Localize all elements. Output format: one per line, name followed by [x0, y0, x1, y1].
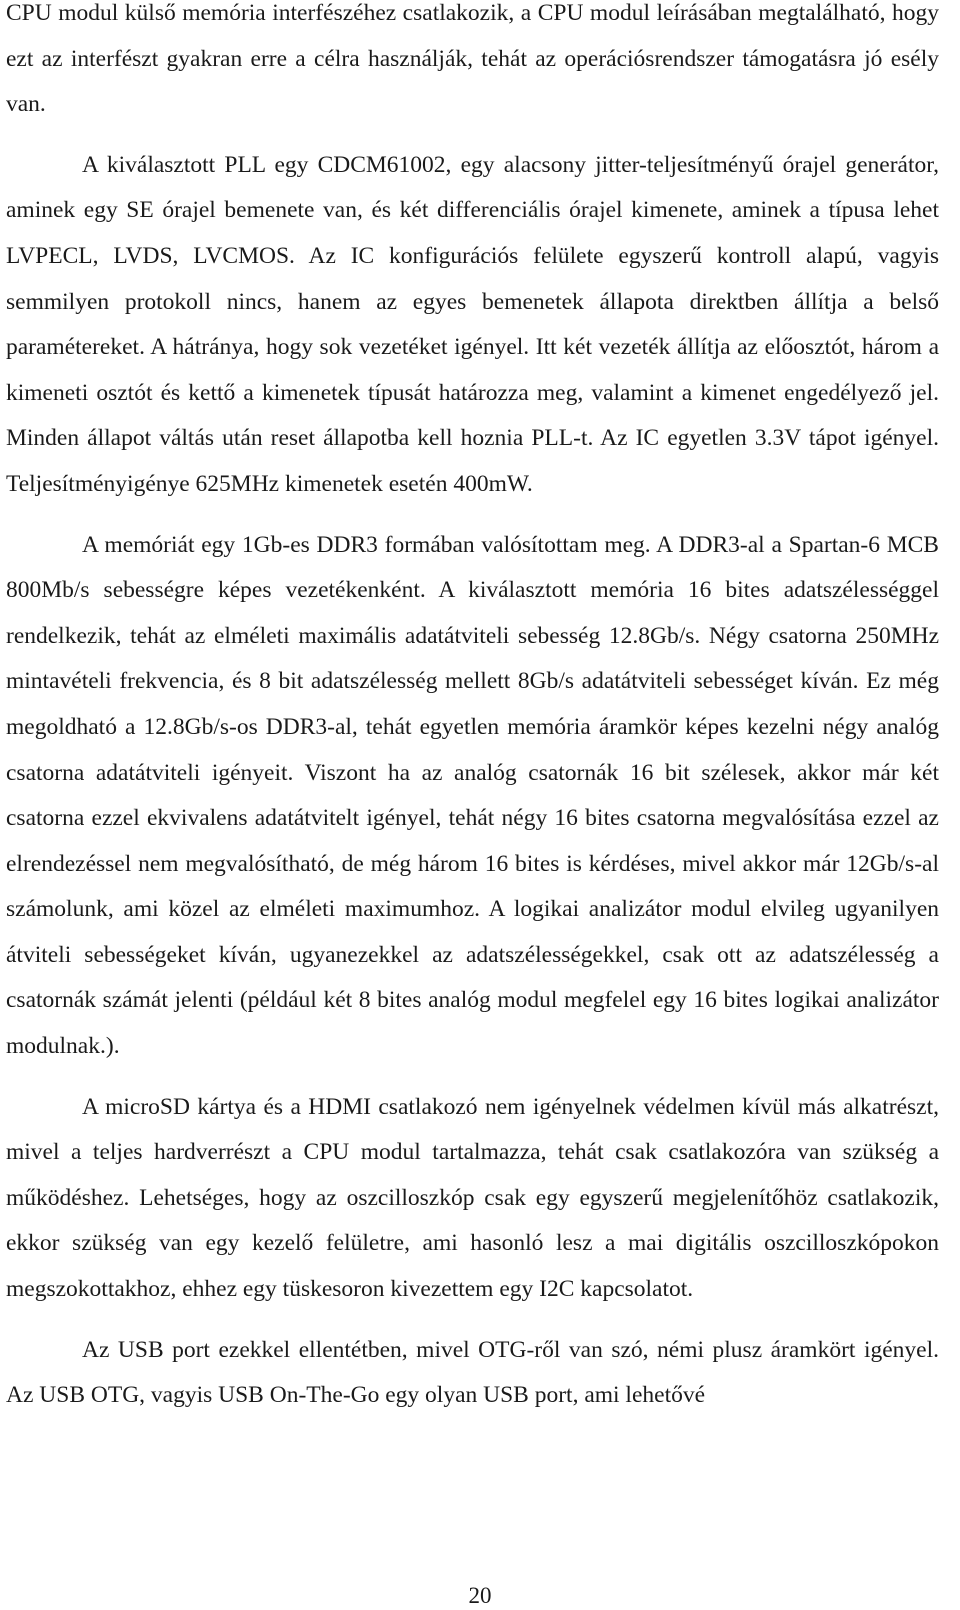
paragraph-pll: A kiválasztott PLL egy CDCM61002, egy alacsony jitter-teljesítményű órajel generátor, aminek egy SE órajel bemenete van, és két differenciális órajel kimenete, aminek a típusa lehet LVPECL, LVDS, LVCMOS. Az IC konfigurációs felülete egyszerű kontroll alapú, vagyis semmilyen protokoll nincs, hanem az egyes bemenetek állapota direktben állítja a belső paramétereket. A hátránya, hogy sok vezetéket igényel. Itt két vezeték állítja az előosztót, három a kimeneti osztót és kettő a kimenetek típusát határozza meg, valamint a kimenet engedélyező jel. Minden állapot váltás után reset állapotba kell hoznia PLL-t. Az IC egyetlen 3.3V tápot igényel. Teljesítményigénye 625MHz kimenetek esetén 400mW. — [6, 151, 939, 497]
paragraph-ddr3-memory: A memóriát egy 1Gb-es DDR3 formában valósítottam meg. A DDR3-al a Spartan-6 MCB 800Mb/s sebességre képes vezetékenként. A kiválasztott memória 16 bites adatszélességgel rendelkezik, tehát az elméleti maximális adatátviteli sebesség 12.8Gb/s. Négy csatorna 250MHz mintavételi frekvencia, és 8 bit adatszélesség mellett 8Gb/s adatátviteli sebességet kíván. Ez még megoldható a 12.8Gb/s-os DDR3-al, tehát egyetlen memória áramkör képes kezelni négy analóg csatorna adatátviteli igényeit. Viszont ha az analóg csatornák 16 bit szélesek, akkor már két csatorna ezzel ekvivalens adatátvitelt igényel, tehát négy 16 bites csatorna megvalósítása ezzel az elrendezéssel nem megvalósítható, de még három 16 bites is kérdéses, mivel akkor már 12Gb/s-al számolunk, ami közel az elméleti maximumhoz. A logikai analizátor modul elvileg ugyanilyen átviteli sebességeket kíván, ugyanezekkel az adatszélességekkel, csak ott az adatszélesség a csatornák számát jelenti (például két 8 bites analóg modul megfelel egy 16 bites logikai analizátor modulnak.). — [6, 531, 939, 1060]
document-body — [6, 0, 939, 1419]
page-number: 20 — [468, 1583, 492, 1608]
paragraph-usb-otg: Az USB port ezekkel ellentétben, mivel OTG-ről van szó, némi plusz áramkört igényel. Az USB OTG, vagyis USB On-The-Go egy olyan USB port, ami lehetővé — [6, 1336, 939, 1409]
paragraph-microsd-hdmi: A microSD kártya és a HDMI csatlakozó nem igényelnek védelmen kívül más alkatrészt, mivel a teljes hardverrészt a CPU modul tartalmazza, tehát csak csatlakozóra van szükség a működéshez. Lehetséges, hogy az oszcilloszkóp csak egy egyszerű megjelenítőhöz csatlakozik, ekkor szükség van egy kezelő felületre, ami hasonló lesz a mai digitális oszcilloszkópokon megszokottakhoz, ehhez egy tüskesoron kivezettem egy I2C kapcsolatot. — [6, 1093, 939, 1303]
paragraph-cpu-memory-interface: CPU modul külső memória interfészéhez csatlakozik, a CPU modul leírásában megtalálható, hogy ezt az interfészt gyakran erre a célra használják, tehát az operációsrendszer támogatásra jó esély van. — [6, 0, 939, 118]
